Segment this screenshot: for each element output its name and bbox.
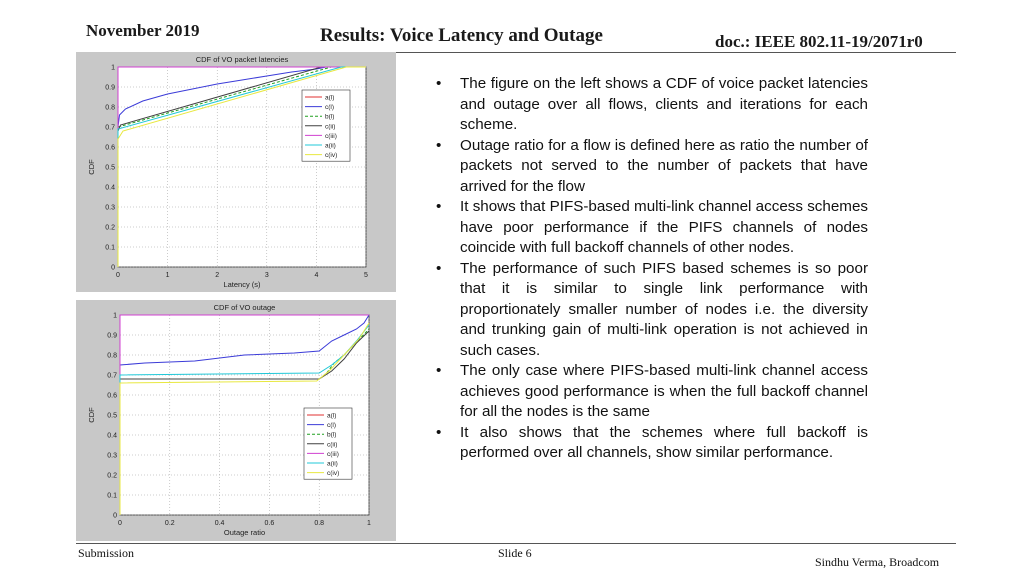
bullet-item	[436, 136, 868, 198]
bullet-text: It shows that PIFS-based multi-link channel access schemes have poor performance if the PIFS channels of nodes coincide with full backoff channels of other nodes.	[460, 198, 868, 256]
bullet-dot: •	[436, 259, 442, 277]
y-tick-label: 1	[111, 64, 115, 72]
y-tick-label: 0.9	[107, 332, 117, 340]
legend-label: c(iii)	[327, 450, 339, 458]
x-tick-label: 4	[314, 272, 319, 279]
outage-cdf-chart	[76, 300, 396, 541]
footer-author: Sindhu Verma, Broadcom	[815, 555, 940, 569]
legend-label: c(iii)	[325, 132, 337, 140]
legend-label: a(l)	[327, 412, 337, 420]
legend-label: b(l)	[327, 431, 337, 439]
footer-divider	[76, 543, 956, 544]
y-tick-label: 0.6	[105, 144, 115, 152]
y-tick-label: 0.4	[105, 184, 115, 192]
footer-submission: Submission	[78, 546, 135, 560]
legend-label: c(l)	[327, 422, 337, 430]
y-axis-label: CDF	[87, 159, 96, 175]
x-tick-label: 2	[215, 272, 220, 279]
legend-label: b(l)	[325, 113, 335, 121]
slide-number: Slide 6	[498, 546, 532, 560]
y-tick-label: 0.4	[107, 432, 117, 440]
header-date: November 2019	[86, 21, 200, 40]
bullet-dot: •	[436, 75, 442, 92]
bullet-item	[436, 197, 868, 259]
legend-label: c(ii)	[327, 441, 338, 449]
x-tick-label: 1	[367, 520, 371, 527]
outage-cdf-plot	[76, 300, 396, 541]
y-tick-label: 0.2	[107, 472, 117, 480]
x-tick-label: 0.4	[214, 520, 225, 527]
bullet-text: Outage ratio for a flow is defined here as ratio the number of packets not served to the number of packets that have arrived for the flow	[460, 136, 868, 195]
y-tick-label: 1	[113, 312, 117, 320]
bullet-text: It also shows that the schemes where full backoff is performed over all channels, show similar performance.	[460, 423, 868, 461]
latency-cdf-chart	[76, 52, 396, 292]
bullet-item	[436, 259, 868, 362]
bullet-text: The figure on the left shows a CDF of voice packet latencies and outage over all flows, clients and iterations for each scheme.	[460, 75, 868, 133]
document-id: doc.: IEEE 802.11-19/2071r0	[715, 32, 923, 51]
x-tick-label: 5	[364, 272, 368, 279]
bullet-dot: •	[436, 198, 442, 215]
legend-label: a(ii)	[325, 142, 336, 150]
legend-label: a(ii)	[327, 460, 338, 468]
y-tick-label: 0.5	[105, 164, 115, 172]
x-axis-label: Latency (s)	[223, 280, 261, 289]
latency-cdf-plot	[76, 52, 396, 292]
x-axis-label: Outage ratio	[223, 528, 266, 537]
y-tick-label: 0.8	[105, 104, 115, 112]
bullet-text: The performance of such PIFS based schemes is so poor that it is similar to single link performance with proportionately smaller number of nodes i.e. the diversity and trunking gain of multi-link operation is not achieved in such cases.	[460, 259, 868, 359]
y-tick-label: 0.3	[107, 452, 117, 460]
chart-title: CDF of VO packet latencies	[195, 55, 289, 64]
y-tick-label: 0.1	[107, 492, 117, 500]
bullet-list	[436, 74, 868, 464]
legend-label: c(l)	[325, 104, 335, 112]
y-tick-label: 0.8	[107, 352, 117, 360]
x-tick-label: 0	[118, 520, 122, 527]
y-tick-label: 0.7	[107, 372, 117, 380]
slide-title: Results: Voice Latency and Outage	[320, 25, 603, 46]
y-tick-label: 0.6	[107, 392, 117, 400]
legend-label: c(iv)	[327, 470, 340, 478]
y-tick-label: 0.2	[105, 224, 115, 232]
legend-label: c(iv)	[325, 152, 338, 160]
bullet-item	[436, 423, 868, 464]
x-tick-label: 0.2	[164, 520, 175, 527]
x-tick-label: 0.8	[314, 520, 325, 527]
chart-title: CDF of VO outage	[213, 303, 276, 312]
y-tick-label: 0.3	[105, 204, 115, 212]
y-tick-label: 0.5	[107, 412, 117, 420]
y-tick-label: 0.9	[105, 84, 115, 92]
y-tick-label: 0.7	[105, 124, 115, 132]
bullet-dot: •	[436, 362, 442, 379]
legend-label: a(l)	[325, 94, 335, 102]
x-tick-label: 1	[165, 272, 170, 279]
bullet-dot: •	[436, 136, 442, 154]
y-axis-label: CDF	[87, 407, 96, 423]
x-tick-label: 0	[116, 272, 120, 279]
x-tick-label: 0.6	[264, 520, 275, 527]
y-tick-label: 0.1	[105, 244, 115, 252]
y-tick-label: 0	[111, 264, 115, 272]
bullet-dot: •	[436, 423, 442, 441]
bullet-item	[436, 74, 868, 136]
x-tick-label: 3	[264, 272, 269, 279]
y-tick-label: 0	[113, 512, 117, 520]
bullet-item	[436, 361, 868, 423]
legend-label: c(ii)	[325, 123, 336, 131]
bullet-text: The only case where PIFS-based multi-link channel access achieves good performance is when the full backoff channel for all the nodes is the same	[460, 362, 868, 420]
